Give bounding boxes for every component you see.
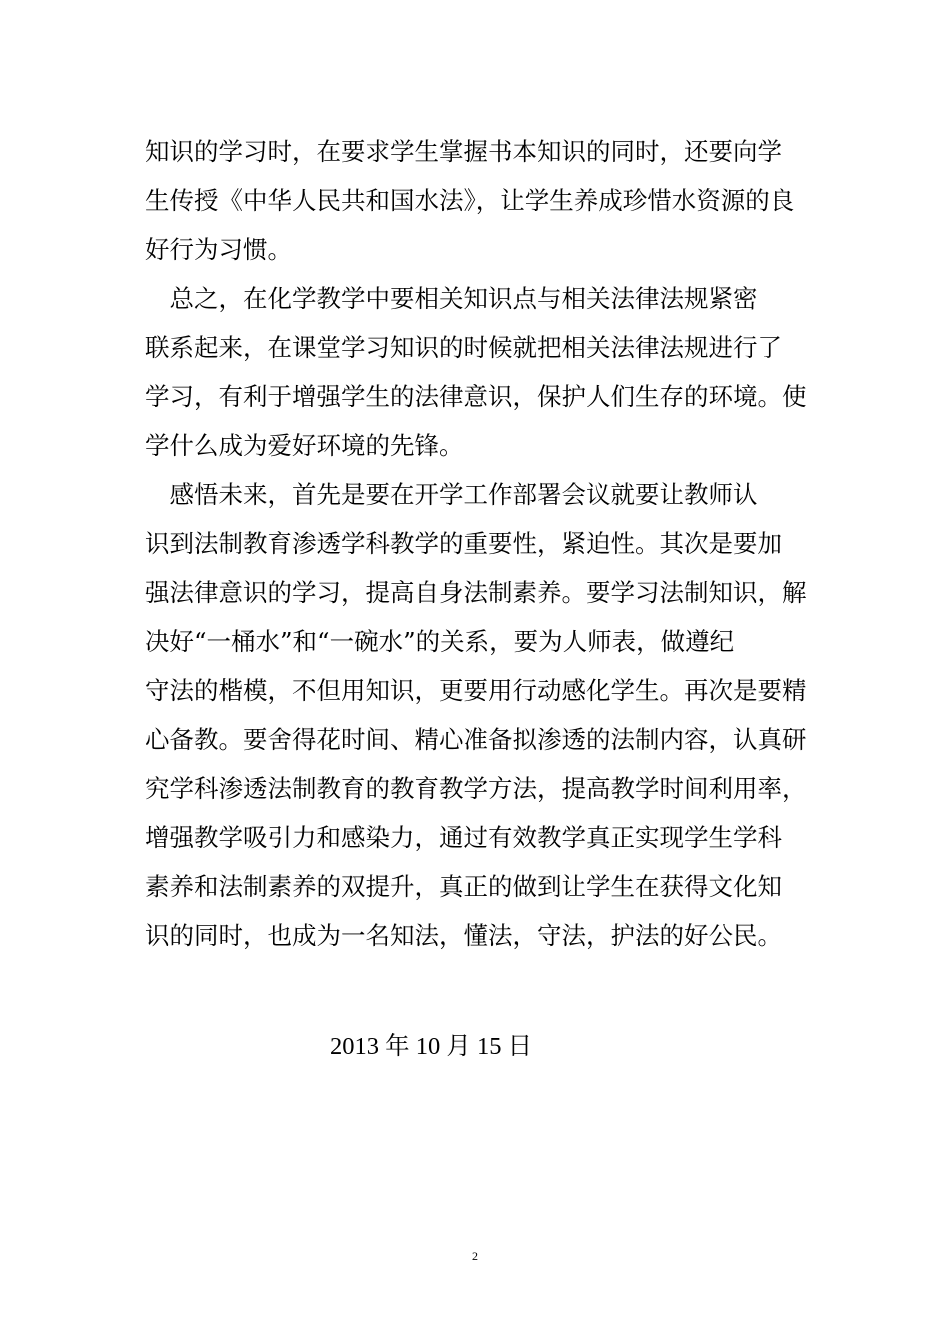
text-line: 总之，在化学教学中要相关知识点与相关法律法规紧密 xyxy=(145,284,758,313)
text-line: 识的同时，也成为一名知法，懂法，守法，护法的好公民。 xyxy=(145,921,782,950)
text-line: 究学科渗透法制教育的教育教学方法，提高教学时间利用率， xyxy=(145,774,807,803)
body-text xyxy=(145,127,810,960)
text-line: 知识的学习时，在要求学生掌握书本知识的同时，还要向学 xyxy=(145,137,782,166)
text-line: 心备教。要舍得花时间、精心准备拟渗透的法制内容，认真研 xyxy=(145,725,807,754)
text-line: 感悟未来，首先是要在开学工作部署会议就要让教师认 xyxy=(145,480,758,509)
text-line: 好行为习惯。 xyxy=(145,235,292,264)
text-line: 生传授《中华人民共和国水法》，让学生养成珍惜水资源的良 xyxy=(145,186,795,215)
text-line: 素养和法制素养的双提升，真正的做到让学生在获得文化知 xyxy=(145,872,782,901)
document-date: 2013 年 10 月 15 日 xyxy=(330,1033,533,1060)
page-number: 2 xyxy=(472,1249,478,1263)
text-line: 守法的楷模，不但用知识，更要用行动感化学生。再次是要精 xyxy=(145,676,807,705)
text-line: 强法律意识的学习，提高自身法制素养。要学习法制知识，解 xyxy=(145,578,807,607)
text-line: 决好“一桶水”和“一碗水”的关系，要为人师表，做遵纪 xyxy=(145,627,735,656)
text-line: 识到法制教育渗透学科教学的重要性，紧迫性。其次是要加 xyxy=(145,529,782,558)
text-line: 增强教学吸引力和感染力，通过有效教学真正实现学生学科 xyxy=(145,823,782,852)
text-line: 学什么成为爱好环境的先锋。 xyxy=(145,431,464,460)
text-line: 学习，有利于增强学生的法律意识，保护人们生存的环境。使 xyxy=(145,382,807,411)
text-line: 联系起来，在课堂学习知识的时候就把相关法律法规进行了 xyxy=(145,333,782,362)
